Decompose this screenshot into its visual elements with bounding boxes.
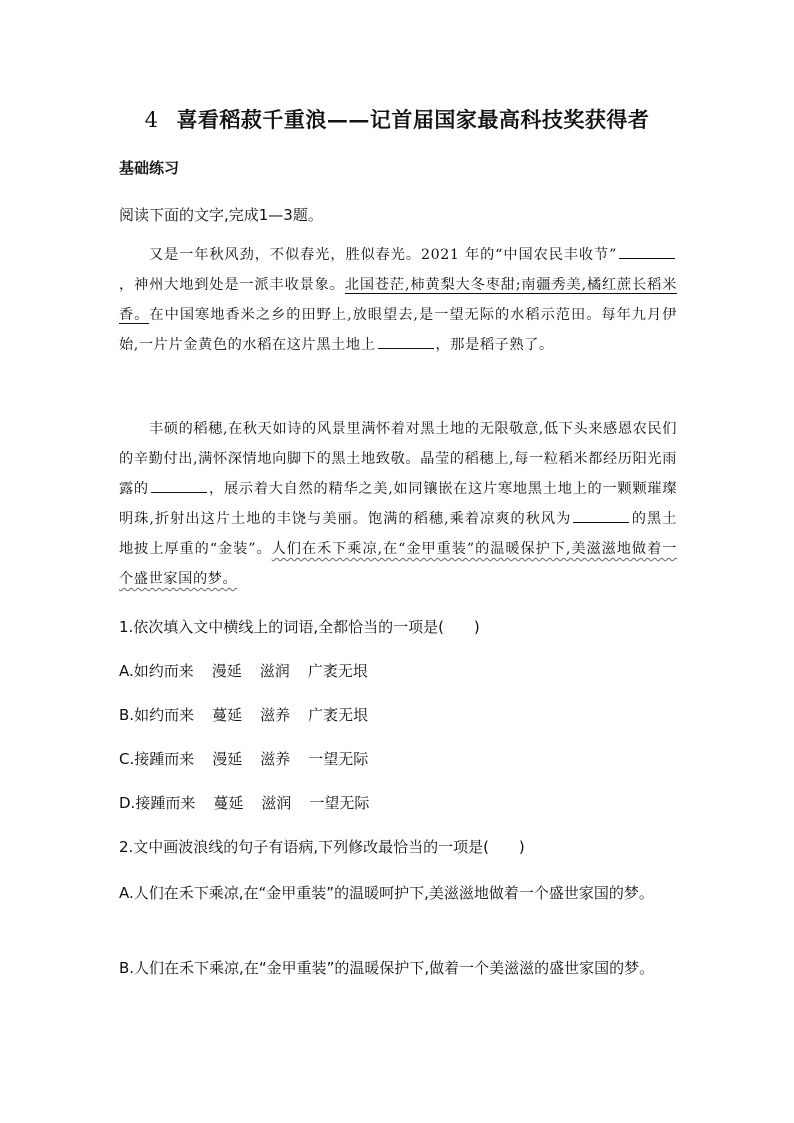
reading-instruction: 阅读下面的文字,完成1—3题。 (119, 206, 323, 224)
lesson-number: 4 (144, 108, 159, 132)
passage-paragraph-1: 又是一年秋风劲，不似春光，胜似春光。2021 年的“中国农民丰收节”，神州大地到处是一派丰收景象。北国苍茫,柿黄梨大冬枣甜;南疆秀美,橘红蔗长稻米香。在中国寒地香米之乡的田野上,放眼望去,是一望无际的水稻示范田。每年九月伊始,一片片金黄色的水稻在这片黑土地上 ，那是稻子熟了。 (119, 240, 677, 360)
underlined-sentence: 北国苍茫,柿黄梨大冬枣甜;南疆秀美,橘红蔗长稻米香。 (119, 277, 677, 323)
question-1-option-d: D.接踵而来 蔓延 滋润 一望无际 (119, 794, 370, 812)
question-1-option-a: A.如约而来 漫延 滋润 广袤无垠 (119, 662, 368, 680)
page-title (0, 104, 794, 134)
fill-blank-1 (619, 244, 675, 259)
question-1-stem: 1.依次填入文中横线上的词语,全都恰当的一项是( ) (119, 618, 480, 636)
section-heading: 基础练习 (119, 159, 180, 177)
question-2-stem: 2.文中画波浪线的句子有语病,下列修改最恰当的一项是( ) (119, 838, 525, 856)
passage-paragraph-2: 丰硕的稻穗,在秋天如诗的风景里满怀着对黑土地的无限敬意,低下头来感恩农民们的辛勤付出,满怀深情地向脚下的黑土地致敬。晶莹的稻穗上,每一粒稻米都经历阳光雨露的 ，展示着大自然的精华之美,如同镶嵌在这片寒地黑土地上的一颗颗璀璨明珠,折射出这片土地的丰饶与美丽。饱满的稻穗,乘着凉爽的秋风为 的黑土地披上厚重的“金装”。人们在禾下乘凉,在“金甲重装”的温暖保护下,美滋滋地做着一个盛世家国的梦。 (119, 421, 678, 587)
wavy-underlined-sentence: 人们在禾下乘凉,在“金甲重装”的温暖保护下,美滋滋地做着一个盛世家国的梦。 (119, 541, 677, 587)
question-1-option-b: B.如约而来 蔓延 滋养 广袤无垠 (119, 706, 369, 724)
fill-blank-2 (378, 334, 434, 349)
question-2-option-a: A.人们在禾下乘凉,在“金甲重装”的温暖呵护下,美滋滋地做着一个盛世家国的梦。 (119, 884, 654, 902)
fill-blank-3 (151, 478, 207, 493)
lesson-title: 喜看稻菽千重浪——记首届国家最高科技奖获得者 (176, 107, 650, 132)
question-2-option-b: B.人们在禾下乘凉,在“金甲重装”的温暖保护下,做着一个美滋滋的盛世家国的梦。 (119, 959, 655, 977)
question-1-option-c: C.接踵而来 漫延 滋养 一望无际 (119, 750, 369, 768)
fill-blank-4 (573, 508, 629, 523)
